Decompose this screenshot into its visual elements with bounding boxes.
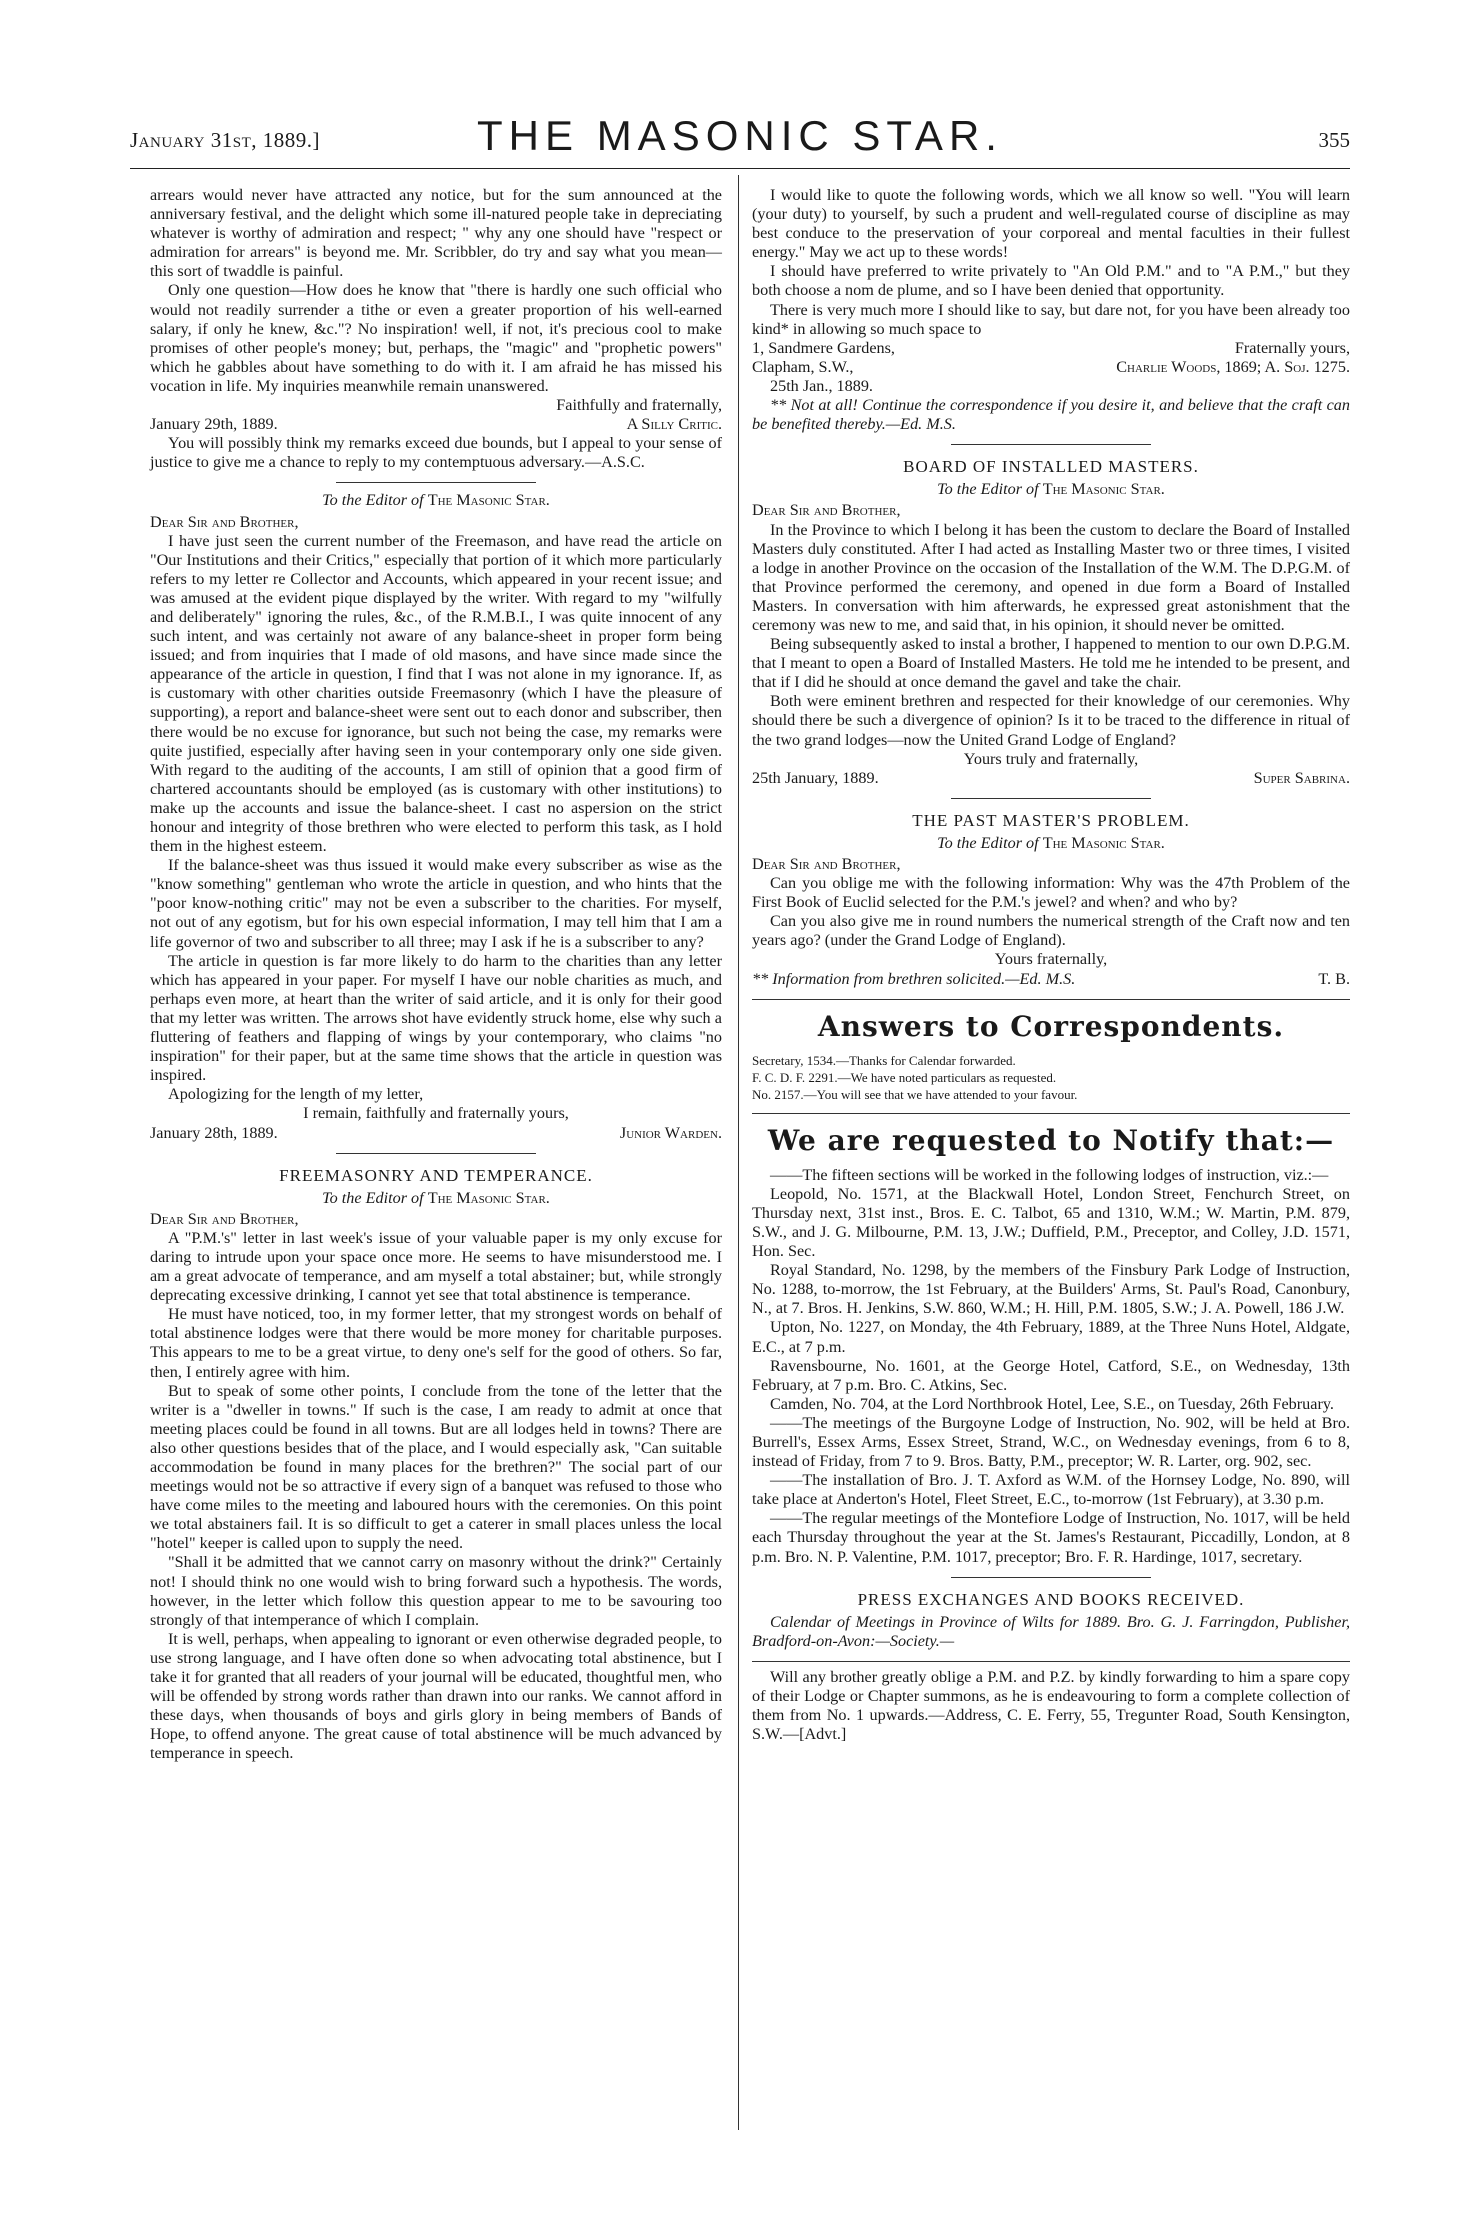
section-rule bbox=[752, 999, 1350, 1000]
address-row bbox=[752, 339, 1350, 358]
answer-item: Secretary, 1534.—Thanks for Calendar forwarded. bbox=[752, 1052, 1016, 1068]
salutation: Dear Sir and Brother, bbox=[752, 501, 901, 520]
page-number: 355 bbox=[1318, 128, 1350, 152]
divider-rule bbox=[951, 1577, 1151, 1578]
divider-rule bbox=[951, 444, 1151, 445]
paragraph: Being subsequently asked to instal a brother, I happened to mention to our own D.P.G.M. that I meant to open a Board of Installed Masters. He told me he intended to be present, and that if I did he should at once demand the gavel and take the chair. bbox=[752, 635, 1350, 692]
notice-paragraph: Royal Standard, No. 1298, by the members of the Finsbury Park Lodge of Instruction, No. 1288, to-morrow, the 1st February, at the Builders' Arms, St. Paul's Road, Canonbury, N., at 7. Bros. H. Jenkins, S.W. 860, W.M.; H. Hill, P.M. 1805, S.W.; J. A. Powell, 186 J.W. bbox=[752, 1261, 1350, 1318]
paragraph: If the balance-sheet was thus issued it would make every subscriber as wise as the "know something" gentleman who wrote the article in question, and who hints that the "poor know-nothing critic" may not be even a subscriber to the charities. For myself, not out of any egotism, but for his own especial information, I may tell him that I am a life governor of two and subscriber to all three; may I ask if he is a subscriber to any? bbox=[150, 856, 722, 951]
address-line: 1, Sandmere Gardens, bbox=[752, 338, 895, 357]
salutation: Dear Sir and Brother, bbox=[752, 855, 901, 873]
salutation: Dear Sir and Brother, bbox=[150, 512, 299, 531]
signature-date: January 28th, 1889. bbox=[150, 1123, 278, 1142]
notice-paragraph: ——The regular meetings of the Montefiore Lodge of Instruction, No. 1017, will be held each Thursday throughout the year at the St. James's Restaurant, Piccadilly, London, at 8 p.m. Bro. N. P. Valentine, P.M. 1017, preceptor; Bro. F. R. Hardinge, 1017, secretary. bbox=[752, 1509, 1350, 1566]
editor-line: To the Editor of The Masonic Star. bbox=[937, 480, 1165, 499]
notice-paragraph: Ravensbourne, No. 1601, at the George Hotel, Catford, S.E., on Wednesday, 13th February, at 7 p.m. Bro. C. Atkins, Sec. bbox=[752, 1356, 1350, 1394]
signature-name: Charlie Woods, 1869; A. Soj. 1275. bbox=[1116, 357, 1350, 376]
address-row bbox=[752, 358, 1350, 377]
notice-paragraph: Leopold, No. 1571, at the Blackwall Hotel, London Street, Fenchurch Street, on Thursday next, 31st inst., Bros. E. C. Talbot, 65 and 1310, W.M.; W. Martin, P.M. 879, S.W., and J. G. Milbourne, P.M. 13, J.W.; Duffield, P.M., Preceptor, and Colley, J.D. 1571, Hon. Sec. bbox=[752, 1184, 1350, 1261]
paragraph: I should have preferred to write privately to "An Old P.M." and to "A P.M.," but they both choose a nom de plume, and so I have been denied that opportunity. bbox=[752, 262, 1350, 300]
editor-line: To the Editor of The Masonic Star. bbox=[937, 833, 1165, 852]
paragraph: A "P.M.'s" letter in last week's issue of your valuable paper is my only excuse for daring to intrude upon your space once more. He seems to have misunderstood me. I am a great advocate of temperance, and am myself a total abstainer; but, while strongly deprecating excessive drinking, I cannot yet see that total abstinence is temperance. bbox=[150, 1228, 722, 1305]
paragraph: There is very much more I should like to say, but dare not, for you have been already too kind* in allowing so much space to bbox=[752, 300, 1350, 338]
right-column bbox=[752, 186, 1350, 1744]
signature-name: Junior Warden. bbox=[619, 1123, 722, 1142]
signature-name: A Silly Critic. bbox=[626, 415, 722, 434]
left-column bbox=[150, 186, 722, 1764]
editor-note: ** Not at all! Continue the correspondence if you desire it, and believe that the craft can be benefited thereby.—Ed. M.S. bbox=[752, 396, 1350, 434]
answers-heading: Answers to Correspondents. bbox=[817, 1009, 1285, 1043]
letter-date: 25th Jan., 1889. bbox=[770, 376, 873, 395]
article-heading: THE PAST MASTER'S PROBLEM. bbox=[912, 810, 1190, 830]
paragraph: But to speak of some other points, I conclude from the tone of the letter that the writer is a "dweller in towns." If such is the case, I am ready to admit at once that meeting places could be found in all towns. But are all lodges held in towns? There are also other questions besides that of the place, and I would especially ask, "Can suitable accommodation be found in many places for the brethren?" The social part of our meetings would not be so attractive if every sign of a banquet was refused to those who have come miles to the meeting and laboured hours with the ceremonies. On this point we total abstainers fail. It is so difficult to get a caterer in small places unless the local "hotel" keeper is called upon to supply the need. bbox=[150, 1381, 722, 1553]
signature-row bbox=[752, 769, 1350, 788]
paragraph: Calendar of Meetings in Province of Wilts for 1889. Bro. G. J. Farringdon, Publisher, Bradford-on-Avon:—Society.— bbox=[752, 1612, 1350, 1650]
paragraph: "Shall it be admitted that we cannot carry on masonry without the drink?" Certainly not! I should think no one would wish to bring forward such a hypothesis. The words, however, in the letter which follow this question appear to me to be savouring too strongly of that intemperance of which I complain. bbox=[150, 1553, 722, 1629]
section-rule bbox=[752, 1661, 1350, 1662]
masthead bbox=[130, 108, 1350, 164]
address-line: Clapham, S.W., bbox=[752, 357, 854, 376]
notice-paragraph: ——The meetings of the Burgoyne Lodge of Instruction, No. 902, will be held at Bro. Burrell's, Essex Arms, Essex Street, Strand, W.C., on Wednesday evenings, from 6 to 8, instead of Friday, from 7 to 9. Bros. Batty, P.M., preceptor; W. R. Larter, org. 902, sec. bbox=[752, 1413, 1350, 1471]
signature-row bbox=[150, 415, 722, 434]
signature-closing: Faithfully and fraternally, bbox=[556, 396, 722, 415]
signature-closing: Fraternally yours, bbox=[1234, 338, 1350, 357]
paragraph: Apologizing for the length of my letter, bbox=[168, 1085, 424, 1104]
answer-item: F. C. D. F. 2291.—We have noted particulars as requested. bbox=[752, 1069, 1057, 1085]
paragraph: Only one question—How does he know that "there is hardly one such official who would not readily surrender a tithe or even a greater proportion of his well-earned salary, if only he knew, &c."? No inspiration! well, if not, it's precious cool to make promises of other people's money; but, perhaps, the "magic" and "prophetic powers" which he gabbles about have something to do with it. I am afraid he has missed his vocation in life. My inquiries meanwhile remain unanswered. bbox=[150, 281, 722, 395]
advertisement: Will any brother greatly oblige a P.M. and P.Z. by kindly forwarding to him a spare copy of their Lodge or Chapter summons, as he is endeavouring to form a complete collection of them from No. 1 upwards.—Address, C. E. Ferry, 55, Tregunter Road, South Kensington, S.W.—[Advt.] bbox=[752, 1667, 1350, 1744]
notice-paragraph: ——The installation of Bro. J. T. Axford as W.M. of the Hornsey Lodge, No. 890, will take place at Anderton's Hotel, Fleet Street, E.C., to-morrow (1st February), at 3.30 p.m. bbox=[752, 1471, 1350, 1509]
header-rule bbox=[130, 168, 1350, 169]
signature-closing: Yours fraternally, bbox=[994, 950, 1108, 969]
article-heading: BOARD OF INSTALLED MASTERS. bbox=[903, 457, 1199, 477]
notice-paragraph: Upton, No. 1227, on Monday, the 4th February, 1889, at the Three Nuns Hotel, Aldgate, E.C., at 7 p.m. bbox=[752, 1318, 1350, 1356]
notice-paragraph: ——The fifteen sections will be worked in the following lodges of instruction, viz.:— bbox=[770, 1165, 1329, 1184]
newspaper-title: THE MASONIC STAR. bbox=[477, 112, 1003, 159]
paragraph: It is well, perhaps, when appealing to ignorant or even otherwise degraded people, to use strong language, and I have often done so when advocating total abstinence, but I take it for granted that all readers of your journal will be educated, thoughtful men, who will be offended by strong words rather than drawn into our ranks. We cannot afford in these days, when thousands of boys and girls glory in being members of Bands of Hope, to offend anyone. The great cause of total abstinence will be much advanced by temperance in speech. bbox=[150, 1629, 722, 1763]
divider-rule bbox=[951, 798, 1151, 799]
signature-date: 25th January, 1889. bbox=[752, 768, 879, 787]
paragraph: Can you also give me in round numbers the numerical strength of the Craft now and ten years ago? (under the Grand Lodge of England). bbox=[752, 912, 1350, 950]
answer-item: No. 2157.—You will see that we have attended to your favour. bbox=[752, 1086, 1078, 1102]
editor-note: ** Information from brethren solicited.—Ed. M.S. bbox=[752, 969, 1076, 988]
signature-closing: Yours truly and fraternally, bbox=[963, 749, 1139, 768]
article-heading: PRESS EXCHANGES AND BOOKS RECEIVED. bbox=[857, 1589, 1245, 1609]
article-heading: FREEMASONRY AND TEMPERANCE. bbox=[279, 1165, 593, 1185]
paragraph: You will possibly think my remarks exceed due bounds, but I appeal to your sense of justice to give me a chance to reply to my contemptuous adversary.—A.S.C. bbox=[150, 434, 722, 472]
editor-line: To the Editor of The Masonic Star. bbox=[322, 491, 550, 510]
signature-row bbox=[150, 1124, 722, 1143]
signature-closing: I remain, faithfully and fraternally yours, bbox=[303, 1104, 569, 1123]
salutation: Dear Sir and Brother, bbox=[150, 1209, 299, 1228]
signature-date: January 29th, 1889. bbox=[150, 415, 278, 434]
divider-rule bbox=[336, 482, 536, 483]
signature-name: Super Sabrina. bbox=[1253, 768, 1350, 787]
issue-date: January 31st, 1889.] bbox=[130, 128, 321, 152]
paragraph: In the Province to which I belong it has been the custom to declare the Board of Installed Masters duly constituted. After I had acted as Installing Master two or three times, I visited a lodge in another Province on the occasion of the Installation of the W.M. The D.P.G.M. of that Province performed the ceremony, and opened in due form a Board of Installed Masters. In conversation with him afterwards, he expressed great astonishment that the ceremony was new to me, and said that, in his opinion, it should never be omitted. bbox=[752, 520, 1350, 634]
divider-rule bbox=[336, 1153, 536, 1154]
signature-row bbox=[752, 970, 1350, 989]
editor-line: To the Editor of The Masonic Star. bbox=[322, 1188, 550, 1207]
notice-paragraph: Camden, No. 704, at the Lord Northbrook Hotel, Lee, S.E., on Tuesday, 26th February. bbox=[770, 1394, 1334, 1413]
notify-heading: We are requested to Notify that:— bbox=[767, 1123, 1335, 1157]
continued-paragraph: arrears would never have attracted any notice, but for the sum announced at the anniversary festival, and the delight which some ill-natured people take in depreciating whatever is worthy of admiration and respect; " why any one should have "respect or admiration for arrears" is beyond me. Mr. Scribbler, do try and say what you mean—this sort of twaddle is painful. bbox=[150, 186, 722, 281]
signature-name: T. B. bbox=[1318, 969, 1350, 988]
section-rule bbox=[752, 1113, 1350, 1114]
paragraph: I have just seen the current number of the Freemason, and have read the article on "Our Institutions and their Critics," especially that portion of it which more particularly refers to my letter re Collector and Accounts, which appeared in your recent issue; and was amused at the evident pique displayed by the writer. With regard to my "wilfully and deliberately" ignoring the rules, &c., of the R.M.B.I., I was quite innocent of any such intent, and was certainly not aware of any balance-sheet in proper form being issued; and from inquiries that I made of old masons, and have since made since the appearance of the article in question, I find that I was not alone in my ignorance. If, as is customary with other charities outside Freemasonry (which I have the pleasure of supporting), a report and balance-sheet were sent out to each donor and subscriber, then there would be no excuse for ignorance, but such not being the case, my remarks were quite justified, especially after having seen in your contemporary only one side given. With regard to the auditing of the accounts, I am still of opinion that a good firm of chartered accountants should be employed (as is customary with other institutions) to make up the accounts and issue the balance-sheet. I cast no aspersion on the strict honour and integrity of those brethren who were elected to perform this task, as I hold them in the highest esteem. bbox=[150, 531, 722, 856]
paragraph: Can you oblige me with the following information: Why was the 47th Problem of the First Book of Euclid selected for the P.M.'s jewel? and when? and who by? bbox=[752, 874, 1350, 912]
paragraph: He must have noticed, too, in my former letter, that my strongest words on behalf of total abstinence lodges were that there would be more money for charitable purposes. This appears to me to be a great virtue, to deny one's self for the good of others. So far, then, I entirely agree with him. bbox=[150, 1305, 722, 1381]
column-divider bbox=[738, 175, 739, 2130]
paragraph: I would like to quote the following words, which we all know so well. "You will learn (your duty) to yourself, by such a prudent and well-regulated course of discipline as may best conduce to the preservation of your corporeal and mental faculties in their fullest energy." May we act up to these words! bbox=[752, 186, 1350, 262]
paragraph: The article in question is far more likely to do harm to the charities than any letter which has appeared in your paper. For myself I have our noble charities as much, and perhaps even more, at heart than the writer of said article, and it is only for their good that my letter was written. The arrows shot have evidently struck home, else why such a fluttering of feathers and flapping of wings by your contemporary, who claims "no inspiration" for their paper, but at the same time shows that the article in question was inspired. bbox=[150, 951, 722, 1085]
paragraph: Both were eminent brethren and respected for their knowledge of our ceremonies. Why should there be such a divergence of opinion? Is it to be traced to the difference in ritual of the two grand lodges—now the United Grand Lodge of England? bbox=[752, 692, 1350, 749]
